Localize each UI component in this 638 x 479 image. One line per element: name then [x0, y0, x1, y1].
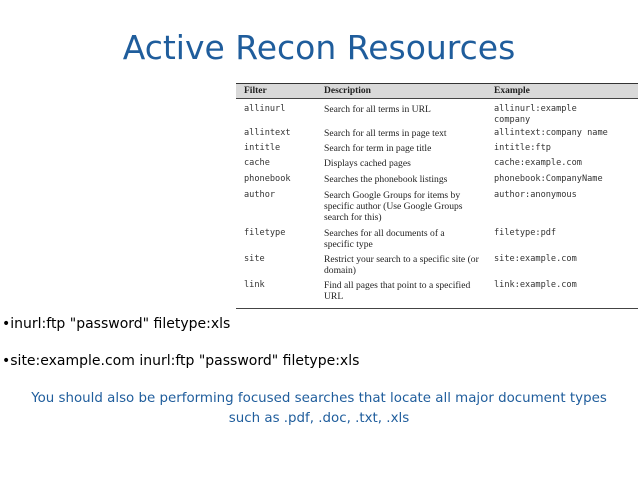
row-site-example: site:example.com — [494, 254, 577, 264]
row-cache-example: cache:example.com — [494, 158, 582, 168]
row-phonebook-description: Searches the phonebook listings — [324, 174, 448, 185]
row-phonebook-filter: phonebook — [244, 174, 291, 184]
row-allinurl-filter: allinurl — [244, 104, 286, 114]
row-phonebook-example: phonebook:CompanyName — [494, 174, 603, 184]
slide-title: Active Recon Resources — [122, 28, 516, 67]
row-allinurl-description: Search for all terms in URL — [324, 104, 431, 115]
row-cache-description: Displays cached pages — [324, 158, 411, 169]
row-allintext-example: allintext:company name — [494, 128, 608, 138]
row-intitle-filter: intitle — [244, 143, 281, 153]
google-operators-table — [236, 83, 638, 309]
bullet-inurl-ftp: •inurl:ftp "password" filetype:xls — [2, 316, 231, 332]
header-description: Description — [324, 86, 371, 96]
row-allintext-filter: allintext — [244, 128, 291, 138]
focused-search-note-text: You should also be performing focused searches that locate all major document types such as .pdf, .doc, .txt, .xls — [31, 391, 607, 426]
row-cache-filter: cache — [244, 158, 270, 168]
row-author-description: Search Google Groups for items by specific author (Use Google Groups search for this) — [324, 190, 463, 223]
row-filetype-filter: filetype — [244, 228, 286, 238]
row-link-filter: link — [244, 280, 265, 290]
row-allintext-description: Search for all terms in page text — [324, 128, 447, 139]
row-filetype-example: filetype:pdf — [494, 228, 557, 238]
row-site-description: Restrict your search to a specific site (or domain) — [324, 254, 479, 276]
header-example: Example — [494, 86, 530, 96]
row-author-filter: author — [244, 190, 276, 200]
row-intitle-description: Search for term in page title — [324, 143, 432, 154]
row-link-example: link:example.com — [494, 280, 577, 290]
focused-search-note — [0, 389, 638, 429]
row-site-filter: site — [244, 254, 265, 264]
bullet-site-inurl-ftp: •site:example.com inurl:ftp "password" filetype:xls — [2, 353, 360, 369]
table-bottom-rule — [236, 308, 638, 309]
row-intitle-example: intitle:ftp — [494, 143, 551, 153]
row-filetype-description: Searches for all documents of a specific type — [324, 228, 445, 250]
header-filter: Filter — [244, 86, 267, 96]
row-author-example: author:anonymous — [494, 190, 577, 200]
row-link-description: Find all pages that point to a specified URL — [324, 280, 471, 302]
row-allinurl-example: allinurl:example company — [494, 104, 577, 125]
